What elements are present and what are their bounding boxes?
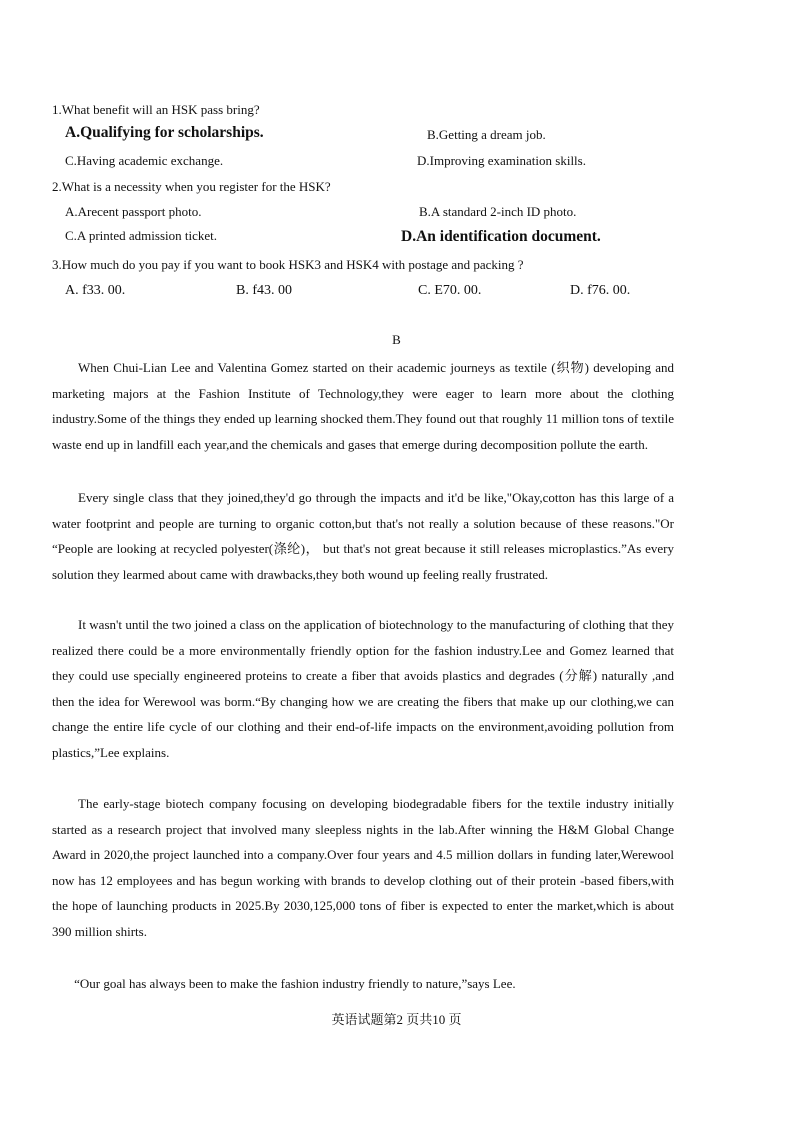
question-1-option-b: B.Getting a dream job. xyxy=(427,127,546,142)
passage-paragraph-5: “Our goal has always been to make the fashion industry friendly to nature,”says Lee. xyxy=(74,976,516,991)
passage-paragraph-2: Every single class that they joined,they'd go through the impacts and it'd be like,"Okay,cotton has this large of a water footprint and people are turning to organic cotton,but that's not really a solution because of these reasons."Or “People are looking at recycled polyester(涤纶)， but that's not great because it still releases microplastics.”As every solution they learmed about came with drawbacks,they both wound up feeling really frustrated. xyxy=(52,490,674,582)
passage-paragraph-1: When Chui-Lian Lee and Valentina Gomez started on their academic journeys as textile (织物) developing and marketing majors at the Fashion Institute of Technology,they were eager to learn more about the clothing industry.Some of the things they ended up learning shocked them.They found out that roughly 11 million tons of textile waste end up in landfill each year,and the chemicals and gases that emerge during decomposition pollute the earth. xyxy=(52,360,674,452)
question-3-option-b: B. f43. 00 xyxy=(236,283,292,298)
question-3-stem: 3.How much do you pay if you want to book HSK3 and HSK4 with postage and packing ? xyxy=(52,257,524,272)
question-1-option-d: D.Improving examination skills. xyxy=(417,153,586,168)
question-1-stem: 1.What benefit will an HSK pass bring? xyxy=(52,102,260,117)
page-footer: 英语试题第2 页共10 页 xyxy=(331,1012,462,1027)
question-2-option-b: B.A standard 2-inch ID photo. xyxy=(419,204,577,219)
question-2-option-a: A.Arecent passport photo. xyxy=(65,204,202,219)
section-label: B xyxy=(392,332,401,347)
passage-paragraph-4: The early-stage biotech company focusing on developing biodegradable fibers for the textile industry initially started as a research project that involved many sleepless nights in the lab.After winning the H&M Global Change Award in 2020,the project launched into a company.Over four years and 4.5 million dollars in funding later,Werewool now has 12 employees and has begun working with brands to develop clothing out of their protein -based fibers,with the hope of launching products in 2025.By 2030,125,000 tons of fiber is expected to enter the market,which is about 390 million shirts. xyxy=(52,796,674,939)
question-3-option-c: C. E70. 00. xyxy=(418,283,482,298)
question-2-option-c: C.A printed admission ticket. xyxy=(65,228,218,243)
question-1-option-c: C.Having academic exchange. xyxy=(65,153,224,168)
question-1-option-a: A.Qualifying for scholarships. xyxy=(65,124,264,141)
question-3-option-a: A. f33. 00. xyxy=(65,283,126,298)
question-2-option-d: D.An identification document. xyxy=(401,228,601,245)
question-3-option-d: D. f76. 00. xyxy=(570,283,631,298)
passage-paragraph-3: It wasn't until the two joined a class on the application of biotechnology to the manufacturing of clothing that they realized there could be a more environmentally friendly option for the fashion industry.Lee and Gomez learned that they could use specially engineered proteins to create a fiber that avoids plastics and degrades (分解) naturally ,and then the idea for Werewool was borm.“By changing how we are creating the fibers that make up our clothing,we can change the entire life cycle of our clothing and their end-of-life impacts on the environment,avoiding pollution from plastics,”Lee explains. xyxy=(52,617,674,760)
question-2-stem: 2.What is a necessity when you register for the HSK? xyxy=(52,179,331,194)
